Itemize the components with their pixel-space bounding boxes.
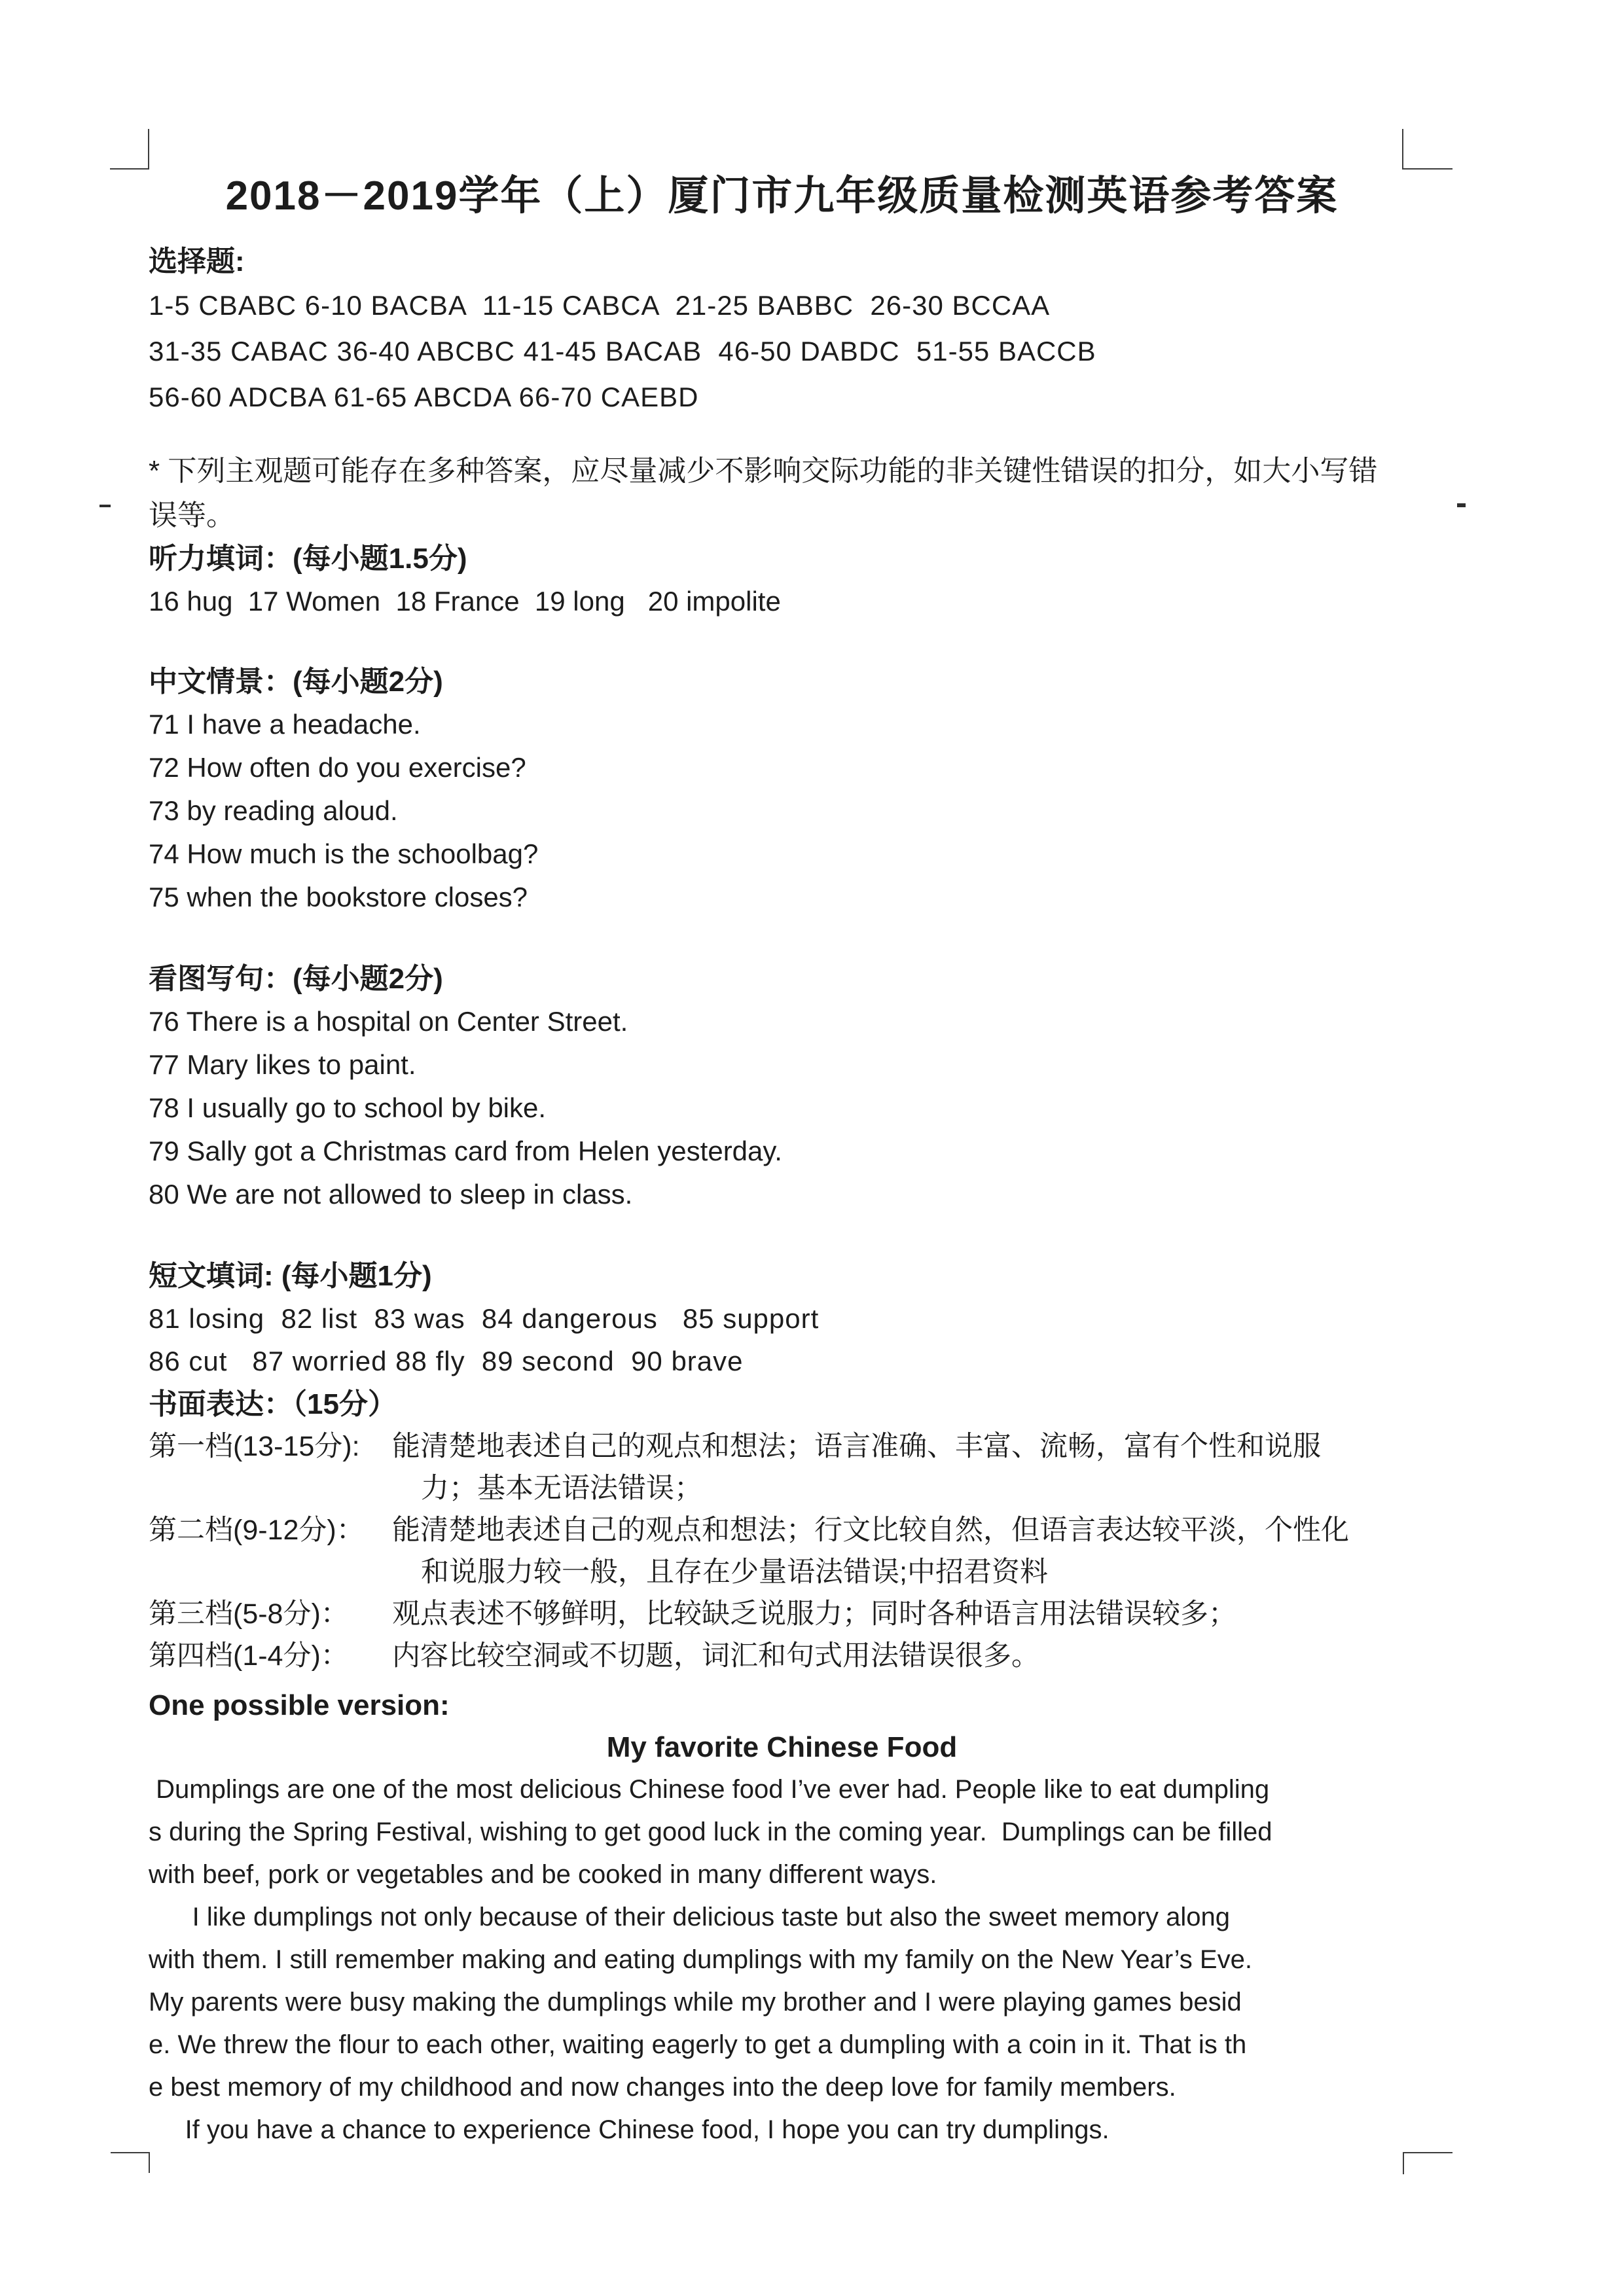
grading-note-line: 误等。 — [149, 499, 235, 531]
sample-essay — [149, 1768, 1415, 2151]
writing-heading: 书面表达：（15分） — [149, 1388, 397, 1420]
grading-tier-row — [149, 1635, 1415, 1677]
tier-description-line: 能清楚地表述自己的观点和想法；语言准确、丰富、流畅，富有个性和说服 — [392, 1431, 1321, 1462]
chinese-context-heading: 中文情景：(每小题2分) — [149, 666, 443, 698]
crop-mark-bottom-left — [111, 2152, 150, 2173]
cloze-answers-line: 86 cut 87 worried 88 fly 89 second 90 brave — [149, 1346, 744, 1376]
tier-description — [392, 1509, 1415, 1593]
picture-writing-item: 77 Mary likes to paint. — [149, 1049, 416, 1080]
chinese-context-item: 75 when the bookstore closes? — [149, 882, 528, 912]
grading-tier-row — [149, 1426, 1415, 1509]
section-picture-writing — [149, 958, 1415, 1216]
grading-note-line: * 下列主观题可能存在多种答案，应尽量减少不影响交际功能的非关键性错误的扣分，如大小写错 — [149, 455, 1378, 487]
section-written-expression — [149, 1384, 1415, 2151]
essay-line: with them. I still remember making and eating dumplings with my family on the New Year’s Eve. — [149, 1945, 1252, 1974]
cloze-heading: 短文填词: (每小题1分) — [149, 1260, 432, 1292]
picture-writing-item: 79 Sally got a Christmas card from Helen yesterday. — [149, 1136, 782, 1166]
tier-description-line: 能清楚地表述自己的观点和想法；行文比较自然，但语言表达较平淡，个性化 — [392, 1515, 1349, 1546]
tier-description-line: 力；基本无语法错误； — [421, 1473, 702, 1504]
choice-heading: 选择题: — [149, 245, 245, 278]
picture-writing-item: 78 I usually go to school by bike. — [149, 1092, 547, 1123]
chinese-context-item: 72 How often do you exercise? — [149, 752, 526, 783]
grading-tier-row — [149, 1593, 1415, 1635]
chinese-context-item: 71 I have a headache. — [149, 709, 421, 740]
choice-answers-line: 31-35 CABAC 36-40 ABCBC 41-45 BACAB 46-50 DABDC 51-55 BACCB — [149, 336, 1096, 367]
tier-label: 第二档(9-12分)： — [149, 1515, 365, 1546]
tier-label: 第四档(1-4分)： — [149, 1640, 349, 1672]
listening-answers: 16 hug 17 Women 18 France 19 long 20 impolite — [149, 586, 781, 617]
tier-description-line: 和说服力较一般，且存在少量语法错误;中招君资料 — [421, 1556, 1048, 1588]
document-content — [149, 169, 1415, 2151]
tier-description — [392, 1426, 1415, 1509]
essay-line: with beef, pork or vegetables and be cooked in many different ways. — [149, 1860, 937, 1889]
tier-description — [392, 1593, 1415, 1635]
crop-mark-bottom-right — [1403, 2152, 1453, 2174]
essay-title: My favorite Chinese Food — [606, 1731, 958, 1763]
tier-description — [392, 1635, 1415, 1677]
essay-line: My parents were busy making the dumplings while my brother and I were playing games besid — [149, 1988, 1242, 2017]
essay-line: Dumplings are one of the most delicious Chinese food I’ve ever had. People like to eat dumpling — [149, 1775, 1270, 1804]
section-grading-note — [149, 449, 1415, 538]
choice-answers-line: 56-60 ADCBA 61-65 ABCDA 66-70 CAEBD — [149, 382, 699, 412]
section-cloze-fill — [149, 1255, 1415, 1382]
document-title: 2018－2019学年（上）厦门市九年级质量检测英语参考答案 — [225, 173, 1339, 219]
essay-line: If you have a chance to experience Chinese food, I hope you can try dumplings. — [149, 2115, 1110, 2144]
chinese-context-item: 73 by reading aloud. — [149, 795, 398, 826]
chinese-context-item: 74 How much is the schoolbag? — [149, 838, 539, 869]
tier-label: 第一档(13-15分): — [149, 1431, 360, 1462]
margin-dash-left — [99, 505, 111, 507]
crop-mark-top-right — [1402, 129, 1453, 170]
choice-answers-line: 1-5 CBABC 6-10 BACBA 11-15 CABCA 21-25 BABBC 26-30 BCCAA — [149, 290, 1051, 321]
tier-description-line: 观点表述不够鲜明，比较缺乏说服力；同时各种语言用法错误较多； — [392, 1598, 1236, 1630]
picture-writing-item: 80 We are not allowed to sleep in class. — [149, 1179, 633, 1210]
essay-line: e best memory of my childhood and now changes into the deep love for family members. — [149, 2073, 1176, 2102]
picture-writing-item: 76 There is a hospital on Center Street. — [149, 1006, 628, 1037]
section-chinese-context — [149, 661, 1415, 919]
essay-line: e. We threw the flour to each other, waiting eagerly to get a dumpling with a coin in it. That is th — [149, 2030, 1247, 2059]
tier-description-line: 内容比较空洞或不切题，词汇和句式用法错误很多。 — [392, 1640, 1039, 1672]
essay-line: s during the Spring Festival, wishing to get good luck in the coming year. Dumplings can be filled — [149, 1818, 1272, 1846]
grading-tier-row — [149, 1509, 1415, 1593]
section-listening-fill — [149, 538, 1415, 623]
margin-dot-right — [1457, 503, 1466, 507]
crop-mark-top-left — [110, 129, 149, 170]
section-multiple-choice — [149, 241, 1415, 420]
cloze-answers-line: 81 losing 82 list 83 was 84 dangerous 85 support — [149, 1303, 820, 1334]
sample-version-label: One possible version: — [149, 1689, 450, 1721]
listening-heading: 听力填词：(每小题1.5分) — [149, 543, 467, 575]
tier-label: 第三档(5-8分)： — [149, 1598, 349, 1630]
essay-line: I like dumplings not only because of their delicious taste but also the sweet memory along — [149, 1903, 1230, 1931]
picture-writing-heading: 看图写句：(每小题2分) — [149, 963, 443, 995]
